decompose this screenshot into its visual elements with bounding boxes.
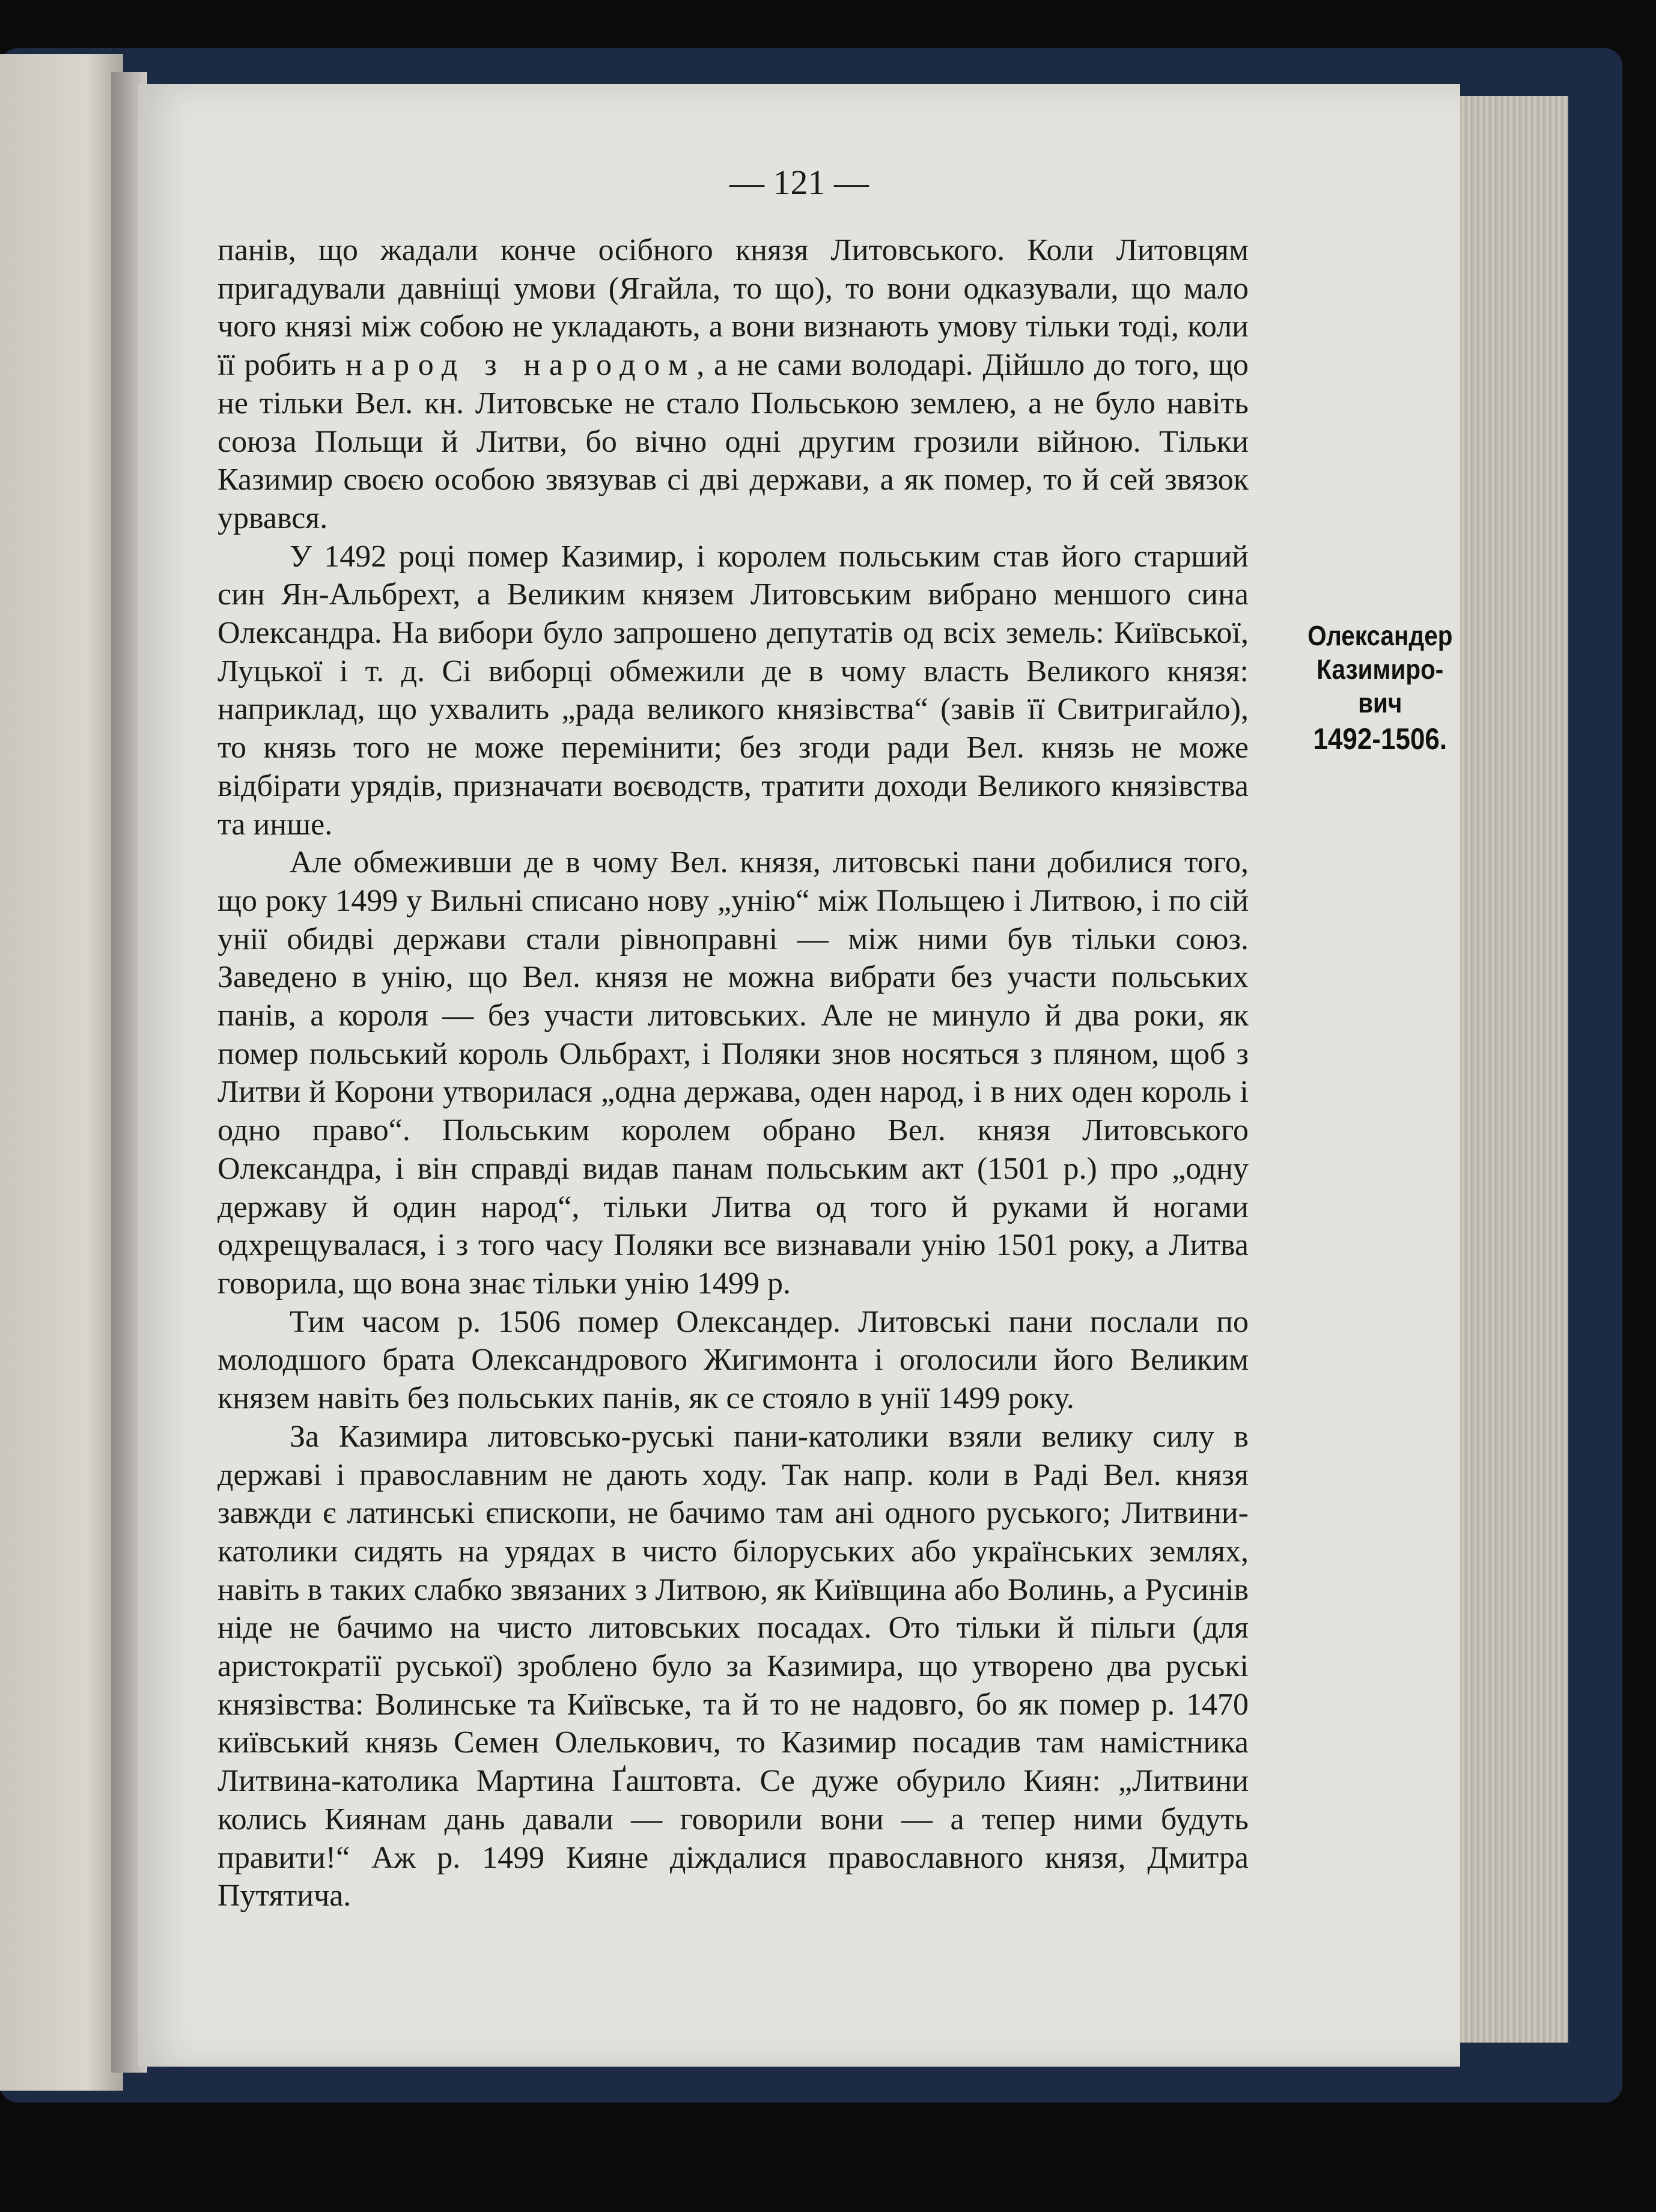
paragraph-1-end: , а не сами володарі. Дійшло до того, що не тільки Вел. кн. Литовське не стало Польською землею, а не було навіть союза Польщи й Литви, бо вічно одні другим грозили війною. Тільки Казимир своєю особою звязував сі дві держави, а як помер, то й сей звязок урвався. (218, 348, 1249, 535)
spaced-emphasis: народ з народом (346, 348, 697, 383)
margin-note-years: 1492-1506. (1313, 722, 1447, 756)
paragraph-1 (218, 231, 1249, 538)
book-page (138, 84, 1460, 2067)
margin-note-line-1: Олександер (1307, 620, 1453, 651)
paragraph-3: Але обмеживши де в чому Вел. князя, литовські пани добилися того, що року 1499 у Вильні списано нову „унію“ між Польщею і Литвою, і по сій унії обидві держави стали рівноправні — між ними був тільки союз. Заведено в унію, що Вел. князя не можна вибрати без участи польських панів, а короля — без участи литовських. Але не минуло й два роки, як помер польський король Ольбрахт, і Поляки знов носяться з пляном, щоб з Литви й Корони утворилася „одна держава, оден народ, і в них оден король і одно право“. Польським королем обрано Вел. князя Литовського Олександра, і він справді видав панам польським акт (1501 р.) про „одну державу й один народ“, тільки Литва од того й руками й ногами одхрещувалася, і з того часу Поляки все визнавали унію 1501 року, а Литва говорила, що вона знає тільки унію 1499 р. (218, 845, 1249, 1301)
paragraph-4: Тим часом р. 1506 помер Олександер. Литовські пани послали по молодшого брата Олександрового Жигимонта і оголосили його Великим князем навіть без польських панів, як се стояло в унії 1499 року. (218, 1304, 1249, 1416)
left-page-edge (0, 54, 123, 2091)
margin-note (1256, 619, 1505, 756)
page-edges (1460, 96, 1568, 2043)
paragraph-5: За Казимира литовсько-руські пани-католики взяли велику силу в державі і православним не дають ходу. Так напр. коли в Раді Вел. князя завжди є латинські єпископи, не бачимо там ані одного руського; Литвини-католики сидять на урядах в чисто білоруських або українських землях, навіть в таких слабко звязаних з Литвою, як Київщина або Волинь, а Русинів ніде не бачимо на чисто литовських посадах. Ото тільки й пільги (для аристократії руської) зроблено було за Казимира, що утворено два руські князівства: Волинське та Київське, та й то не надовго, бо як помер р. 1470 київський князь Семен Олелькович, то Казимир посадив там намістника Литвина-католика Мартина Ґаштовта. Се дуже обурило Киян: „Литвини колись Киянам дань давали — говорили вони — а тепер ними будуть правити!“ Аж р. 1499 Кияне діждалися православного князя, Дмитра Путятича. (218, 1419, 1249, 1913)
paragraph-2: У 1492 році помер Казимир, і королем польським став його старший син Ян-Альбрехт, а Великим князем Литовським вибрано меншого сина Олександра. На вибори було запрошено депутатів од всіх земель: Київської, Луцької і т. д. Сі виборці обмежили де в чому власть Великого князя: наприклад, що ухвалить „рада великого князівства“ (завів її Свитригайло), то князь того не може перемінити; без згоди ради Вел. князь не може відбірати урядів, призначати воєводств, тратити доходи Великого князівства та инше. (218, 539, 1249, 842)
margin-note-line-3: вич (1358, 687, 1402, 719)
page-number: — 121 — (729, 163, 869, 202)
paragraph-1-start: панів, що жадали конче осібного князя Литовського. Коли Литовцям пригадували давніщі умови (Ягайла, то що), то вони одказували, що мало чого князі між собою не укладають, а вони визнають умову тільки тоді, коли її робить (218, 233, 1249, 383)
margin-note-line-2: Казимиро- (1317, 654, 1444, 685)
body-text (218, 231, 1249, 1915)
